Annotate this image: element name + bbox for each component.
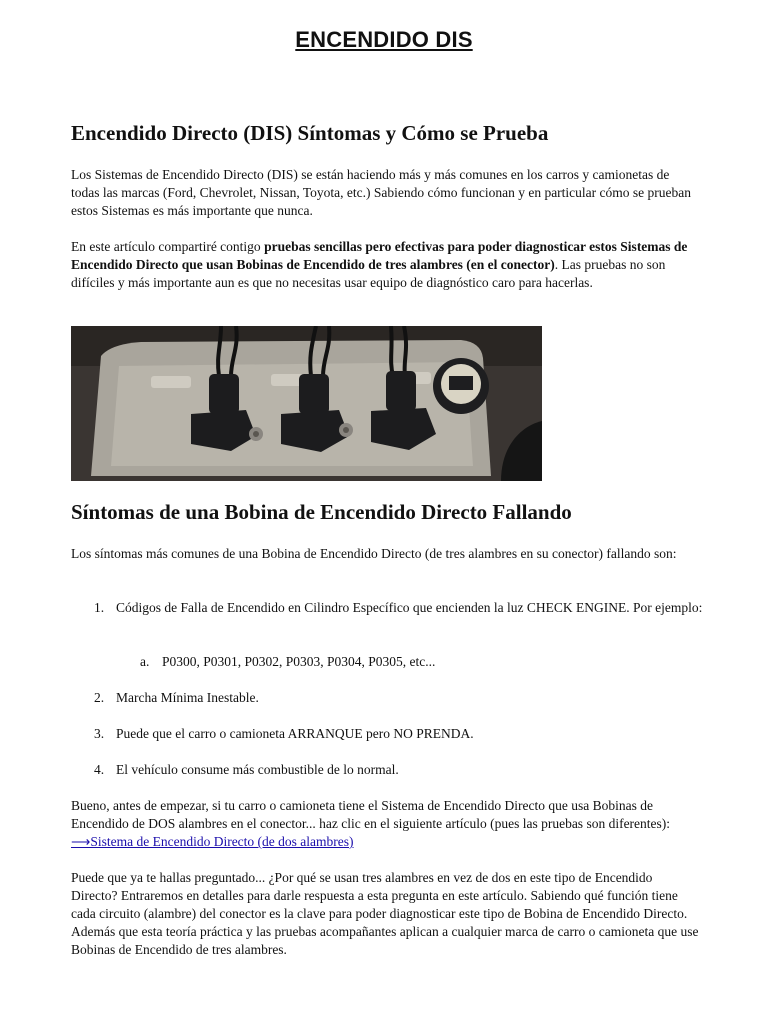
list-number: 2.	[94, 690, 105, 705]
sub-list-text: P0300, P0301, P0302, P0303, P0304, P0305, etc...	[162, 654, 436, 669]
list-number: 1.	[94, 600, 105, 615]
section-heading-dis: Encendido Directo (DIS) Síntomas y Cómo se Prueba	[71, 121, 549, 145]
paragraph-lead: Bueno, antes de empezar, si tu carro o camioneta tiene el Sistema de Encendido Directo que usa Bobinas de Encendido de DOS alambres en el conector... haz clic en el siguiente artículo (pues las pruebas son diferentes):	[71, 798, 671, 831]
theory-paragraph: Puede que ya te hallas preguntado... ¿Por qué se usan tres alambres en vez de dos en este tipo de Encendido Directo? Entraremos en detalles para darle respuesta a esta pregunta en este artículo. Sabiendo qué función tiene cada circuito (alambre) del conector es la clave para poder diagnosticar este tipo de Bobina de Encendido Directo. Además que esta teoría práctica y las pruebas acompañantes aplican a cualquier marca de carro o camioneta que use Bobinas de Encendido de tres alambres.	[71, 870, 699, 957]
two-wire-article-link[interactable]: ⟶Sistema de Encendido Directo (de dos alambres)	[71, 834, 354, 849]
paragraph-bold: pruebas sencillas pero efectivas para poder diagnosticar estos Sistemas de Encendido Directo que usan Bobinas de Encendido de tres alambres (en el conector)	[71, 239, 688, 272]
section-heading-symptoms: Síntomas de una Bobina de Encendido Directo Fallando	[71, 500, 572, 524]
list-number: 3.	[94, 726, 105, 741]
paragraph-lead: En este artículo compartiré contigo	[71, 239, 265, 254]
list-text: Códigos de Falla de Encendido en Cilindro Específico que encienden la luz CHECK ENGINE. Por ejemplo:	[116, 600, 703, 615]
paragraph-rest: . Las pruebas no son difíciles y más importante aun es que no necesitas usar equipo de diagnóstico caro para hacerlas.	[71, 257, 666, 290]
list-number: 4.	[94, 762, 105, 777]
intro-paragraph: Los Sistemas de Encendido Directo (DIS) se están haciendo más y más comunes en los carros y camionetas de todas las marcas (Ford, Chevrolet, Nissan, Toyota, etc.) Sabiendo cómo funcionan y en particular cómo se prueban estos Sistemas es más importante que nunca.	[71, 167, 692, 218]
sub-list-letter: a.	[140, 654, 150, 669]
two-wire-paragraph	[71, 797, 701, 851]
article-paragraph	[71, 238, 701, 292]
list-text: Puede que el carro o camioneta ARRANQUE pero NO PRENDA.	[116, 726, 474, 741]
engine-coil-photo	[71, 326, 542, 481]
list-text: El vehículo consume más combustible de lo normal.	[116, 762, 399, 777]
symptoms-intro-paragraph: Los síntomas más comunes de una Bobina de Encendido Directo (de tres alambres en su conector) fallando son:	[71, 546, 677, 561]
engine-coil-icon	[71, 326, 542, 481]
list-text: Marcha Mínima Inestable.	[116, 690, 259, 705]
document-title: ENCENDIDO DIS	[295, 27, 473, 52]
